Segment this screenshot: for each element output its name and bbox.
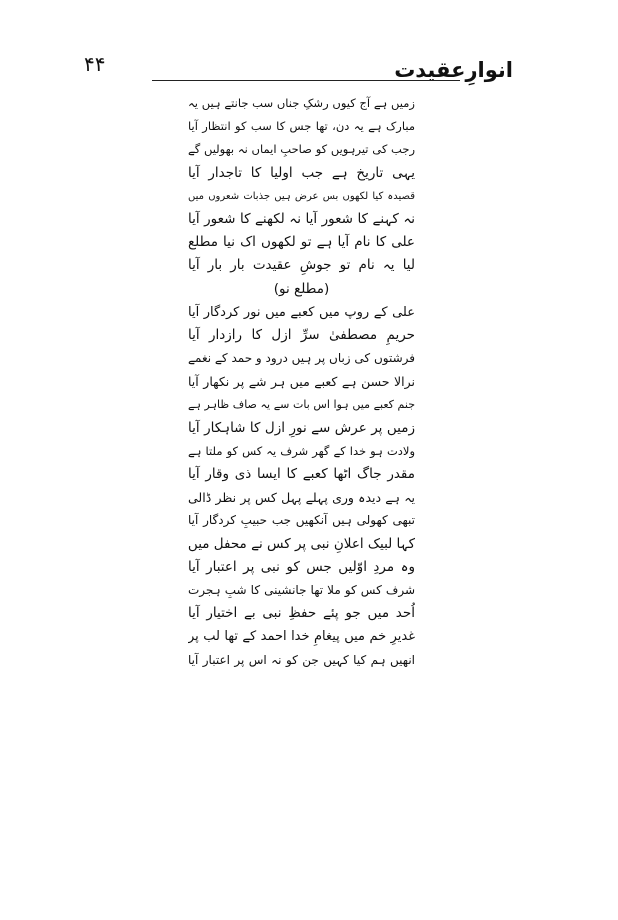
- section-heading: (مطلع نو): [273, 280, 330, 297]
- poem-line: علی کے روپ میں کعبے میں نور کردگار آیا: [188, 304, 415, 320]
- poem-line: ولادت ہو خدا کے گھر شرف یہ کس کو ملتا ہے: [188, 443, 415, 458]
- poem-line: تبھی کھولی ہیں آنکھیں جب حبیبِ کردگار آیا: [188, 513, 415, 528]
- poem-line: کہا لبیک اعلانِ نبی پر کس نے محفل میں: [188, 535, 415, 552]
- poem-line: رجب کی تیرہویں کو صاحبِ ایماں نہ بھولیں گے: [188, 142, 415, 157]
- header-divider: [152, 80, 460, 81]
- poem-line: لیا یہ نام تو جوشِ عقیدت بار بار آیا: [188, 257, 415, 274]
- poem-line: زمیں پر عرش سے نورِ ازل کا شاہکار آیا: [188, 419, 415, 436]
- poem-line: حریمِ مصطفیٰ سرِّ ازل کا رازدار آیا: [188, 326, 415, 343]
- poem-line: اُحد میں جو پئے حفظِ نبی بے اختیار آیا: [188, 605, 415, 622]
- poem-line: قصیدہ کیا لکھوں بس عرض ہیں جذبات شعروں میں: [188, 190, 415, 202]
- poem-line: شرف کس کو ملا تھا جانشینی کا شبِ ہجرت: [188, 582, 415, 597]
- poem-line: زمیں ہے آج کیوں رشکِ جناں سب جانتے ہیں یہ: [188, 96, 415, 110]
- running-title: انوارِعقیدت: [394, 58, 513, 82]
- poem-line: علی کا نام آیا ہے تو لکھوں اک نیا مطلع: [188, 234, 415, 251]
- poem-line: مبارک ہے یہ دن، تھا جس کا سب کو انتظار آیا: [188, 119, 415, 134]
- poem-line: وہ مردِ اوّلیں جس کو نبی پر اعتبار آیا: [188, 558, 415, 575]
- poem-line: غدیرِ خم میں پیغامِ خدا احمد کے تھا لب پر: [188, 629, 415, 645]
- poem-body: [188, 92, 415, 672]
- poem-line: یہ ہے دیدہ وری پہلے پہل کس پر نظر ڈالی: [188, 490, 415, 506]
- poem-line: یہی تاریخ ہے جب اولیا کا تاجدار آیا: [188, 164, 415, 181]
- poem-line: انھیں ہم کیا کہیں جن کو نہ اس پر اعتبار آیا: [188, 652, 415, 667]
- poem-line: نرالا حسن ہے کعبے میں ہر شے پر نکھار آیا: [188, 374, 415, 390]
- page-number: ۴۴: [84, 52, 106, 76]
- poem-line: مقدر جاگ اٹھا کعبے کا ایسا ذی وقار آیا: [188, 466, 415, 482]
- poem-line: نہ کہنے کا شعور آیا نہ لکھنے کا شعور آیا: [188, 210, 415, 227]
- poem-line: جنم کعبے میں ہوا اس بات سے یہ صاف ظاہر ہے: [188, 398, 415, 412]
- poem-line: فرشتوں کی زباں پر ہیں درود و حمد کے نغمے: [188, 351, 415, 366]
